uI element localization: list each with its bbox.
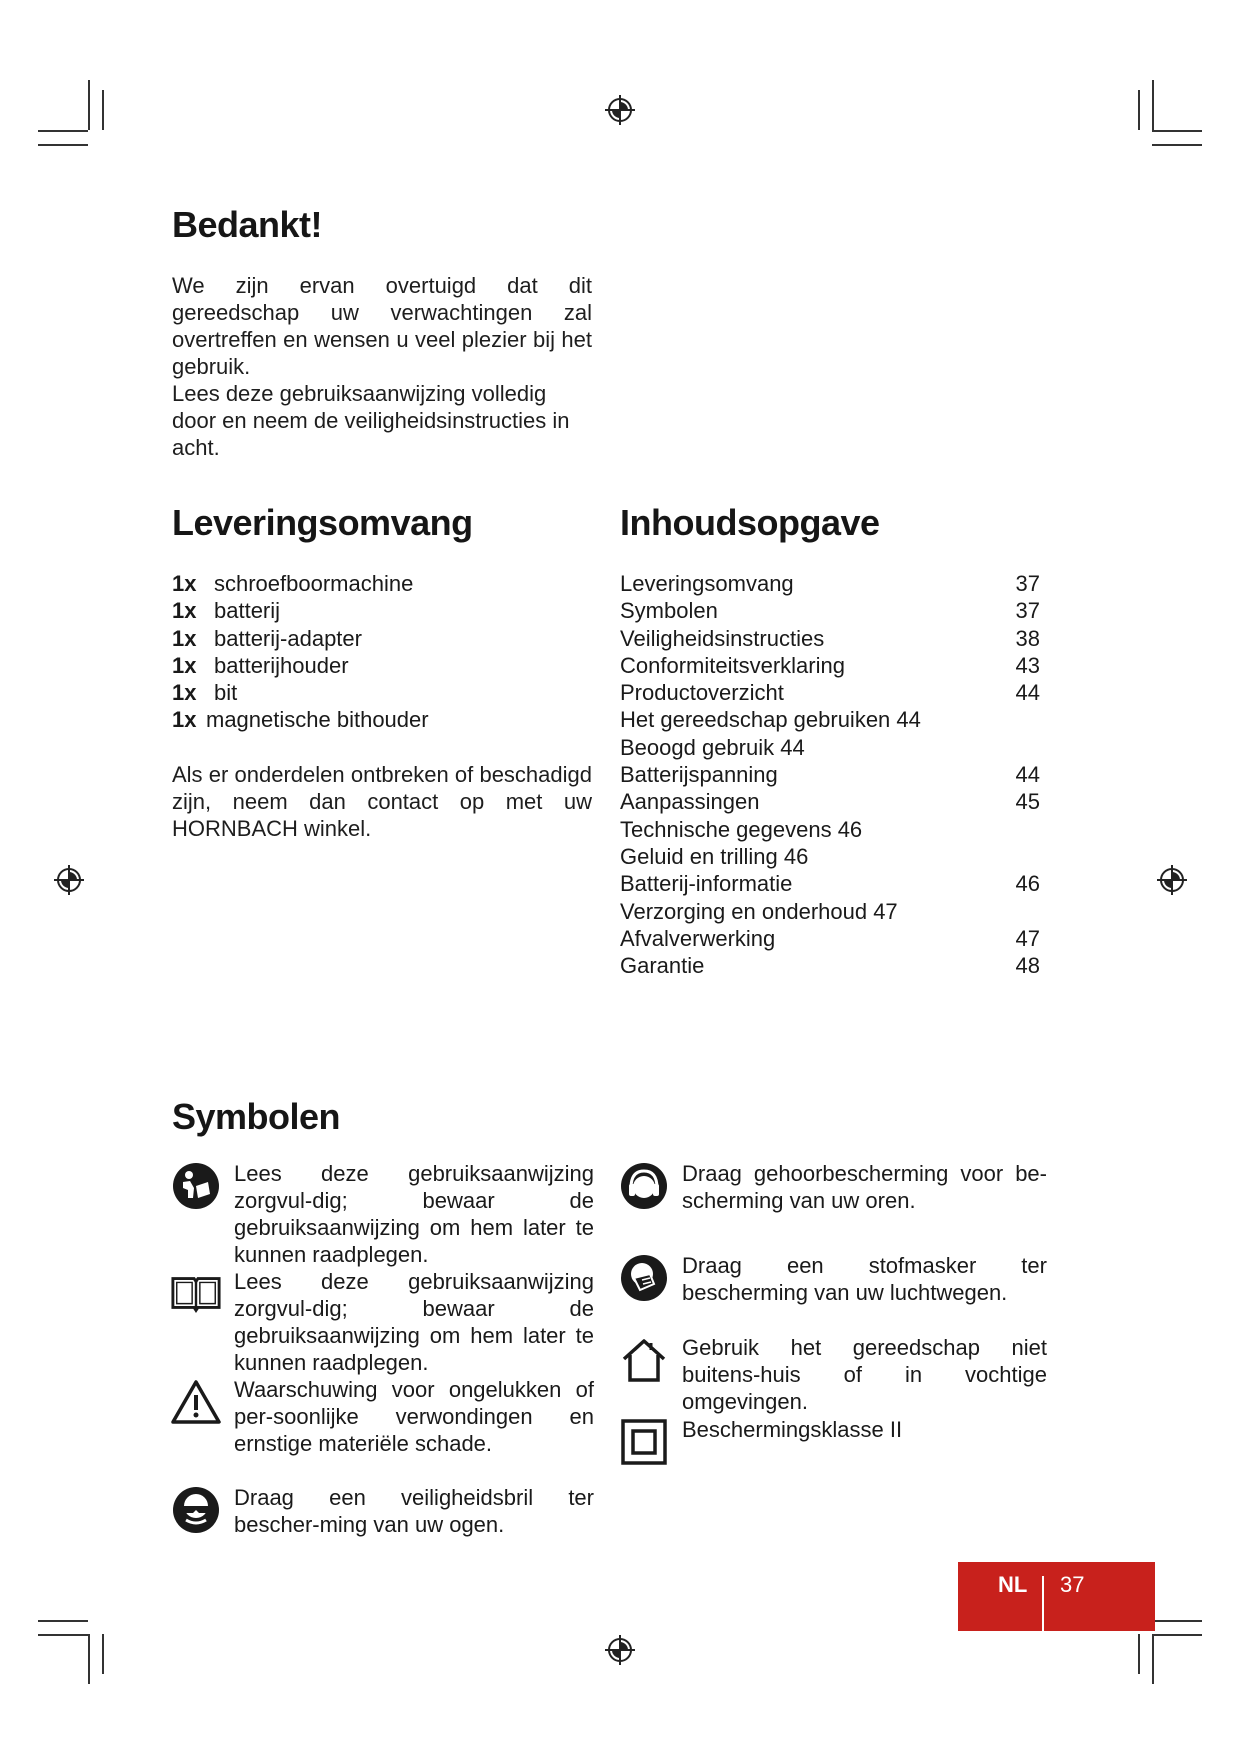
- symbol-safety-glasses: [170, 1484, 595, 1538]
- symbol-dust-mask: [618, 1252, 1048, 1306]
- crop-mark: [88, 1634, 90, 1684]
- crop-mark: [1152, 130, 1202, 132]
- toc-entry[interactable]: Conformiteitsverklaring 43: [620, 652, 1040, 678]
- crop-mark: [102, 1634, 104, 1674]
- thanks-section: [172, 272, 592, 461]
- crop-mark: [88, 80, 90, 130]
- toc-list: [620, 570, 1040, 979]
- book-icon: [170, 1268, 222, 1320]
- crop-mark: [1152, 1634, 1202, 1636]
- toc-entry[interactable]: Symbolen 37: [620, 598, 1040, 624]
- crop-mark: [1138, 90, 1140, 130]
- language-code: NL: [998, 1572, 1028, 1597]
- symbol-text: Lees deze gebruiksaanwijzing zorgvul-dig; bewaar de gebruiksaanwijzing om hem later te kunnen raadplegen.: [234, 1161, 594, 1267]
- toc-entry[interactable]: Geluid en trilling 46: [620, 843, 809, 869]
- symbol-text: Draag een veiligheidsbril ter bescher-ming van uw ogen.: [234, 1485, 594, 1537]
- crop-mark: [38, 1634, 88, 1636]
- symbol-read-manual: [170, 1160, 595, 1268]
- toc-entry[interactable]: Beoogd gebruik 44: [620, 734, 805, 760]
- crop-mark: [1152, 1634, 1154, 1684]
- toc-entry[interactable]: Het gereedschap gebruiken 44: [620, 707, 921, 733]
- symbol-text: Gebruik het gereedschap niet buitens-huis of in vochtige omgevingen.: [682, 1335, 1047, 1414]
- registration-mark-icon: [604, 94, 636, 126]
- crop-mark: [102, 90, 104, 130]
- symbol-text: Draag een stofmasker ter bescherming van uw luchtwegen.: [682, 1253, 1047, 1305]
- indoor-use-icon: [618, 1334, 670, 1386]
- crop-mark: [38, 1620, 88, 1622]
- registration-mark-icon: [1156, 864, 1188, 896]
- crop-mark: [38, 130, 88, 132]
- symbol-warning: [170, 1376, 595, 1457]
- toc-entry[interactable]: Verzorging en onderhoud 47: [620, 898, 898, 924]
- symbol-ear-protection: [618, 1160, 1048, 1214]
- toc-entry[interactable]: Batterij-informatie 46: [620, 871, 1040, 897]
- read-manual-icon: [170, 1160, 222, 1212]
- symbol-protection-class: [618, 1416, 1048, 1468]
- registration-mark-icon: [604, 1634, 636, 1666]
- delivery-item: 1x schroefboormachine: [172, 571, 414, 596]
- thanks-text: We zijn ervan overtuigd dat dit gereedschap uw verwachtingen zal overtreffen en wensen u veel plezier bij het gebruik.: [172, 273, 592, 379]
- toc-entry[interactable]: Technische gegevens 46: [620, 816, 863, 842]
- toc-entry[interactable]: Aanpassingen 45: [620, 789, 1040, 815]
- delivery-item: 1x batterijhouder: [172, 652, 349, 678]
- delivery-item: 1x batterij-adapter: [172, 625, 362, 651]
- warning-triangle-icon: [170, 1376, 222, 1428]
- page-number: 37: [1060, 1572, 1085, 1597]
- protection-class-2-icon: [618, 1416, 670, 1468]
- toc-entry[interactable]: Afvalverwerking 47: [620, 925, 1040, 951]
- toc-title: Inhoudsopgave: [620, 502, 880, 543]
- thanks-instruction: Lees deze gebruiksaanwijzing volledig door en neem de veiligheidsinstructies in acht.: [172, 381, 570, 460]
- crop-mark: [38, 144, 88, 146]
- crop-mark: [1152, 144, 1202, 146]
- toc-entry[interactable]: Productoverzicht 44: [620, 680, 1040, 706]
- toc-entry[interactable]: Garantie 48: [620, 953, 1040, 979]
- badge-divider: [1042, 1576, 1044, 1631]
- thanks-title: Bedankt!: [172, 204, 323, 245]
- safety-glasses-icon: [170, 1484, 222, 1536]
- symbol-text: Beschermingsklasse II: [682, 1417, 903, 1442]
- delivery-note: Als er onderdelen ontbreken of beschadigd zijn, neem dan contact op met uw HORNBACH winkel.: [172, 761, 592, 841]
- dust-mask-icon: [618, 1252, 670, 1304]
- symbol-text: Draag gehoorbescherming voor be-scherming van uw oren.: [682, 1161, 1047, 1213]
- page-badge: [958, 1562, 1155, 1631]
- symbol-text: Waarschuwing voor ongelukken of per-soonlijke verwondingen en ernstige materiële schade.: [234, 1377, 594, 1456]
- delivery-item: 1x magnetische bithouder: [172, 707, 429, 733]
- crop-mark: [1138, 1634, 1140, 1674]
- delivery-title: Leveringsomvang: [172, 502, 473, 543]
- symbol-book: [170, 1268, 595, 1376]
- toc-entry[interactable]: Veiligheidsinstructies 38: [620, 625, 1040, 651]
- ear-protection-icon: [618, 1160, 670, 1212]
- delivery-list: [172, 570, 592, 842]
- toc-entry[interactable]: Batterijspanning 44: [620, 762, 1040, 788]
- delivery-item: 1x bit: [172, 680, 238, 706]
- symbol-text: Lees deze gebruiksaanwijzing zorgvul-dig; bewaar de gebruiksaanwijzing om hem later te kunnen raadplegen.: [234, 1269, 594, 1375]
- symbol-indoor-use: [618, 1334, 1048, 1415]
- symbols-title: Symbolen: [172, 1096, 341, 1137]
- crop-mark: [1152, 1620, 1202, 1622]
- crop-mark: [1152, 80, 1154, 130]
- delivery-item: 1x batterij: [172, 598, 281, 624]
- registration-mark-icon: [53, 864, 85, 896]
- toc-entry[interactable]: Leveringsomvang 37: [620, 571, 1040, 596]
